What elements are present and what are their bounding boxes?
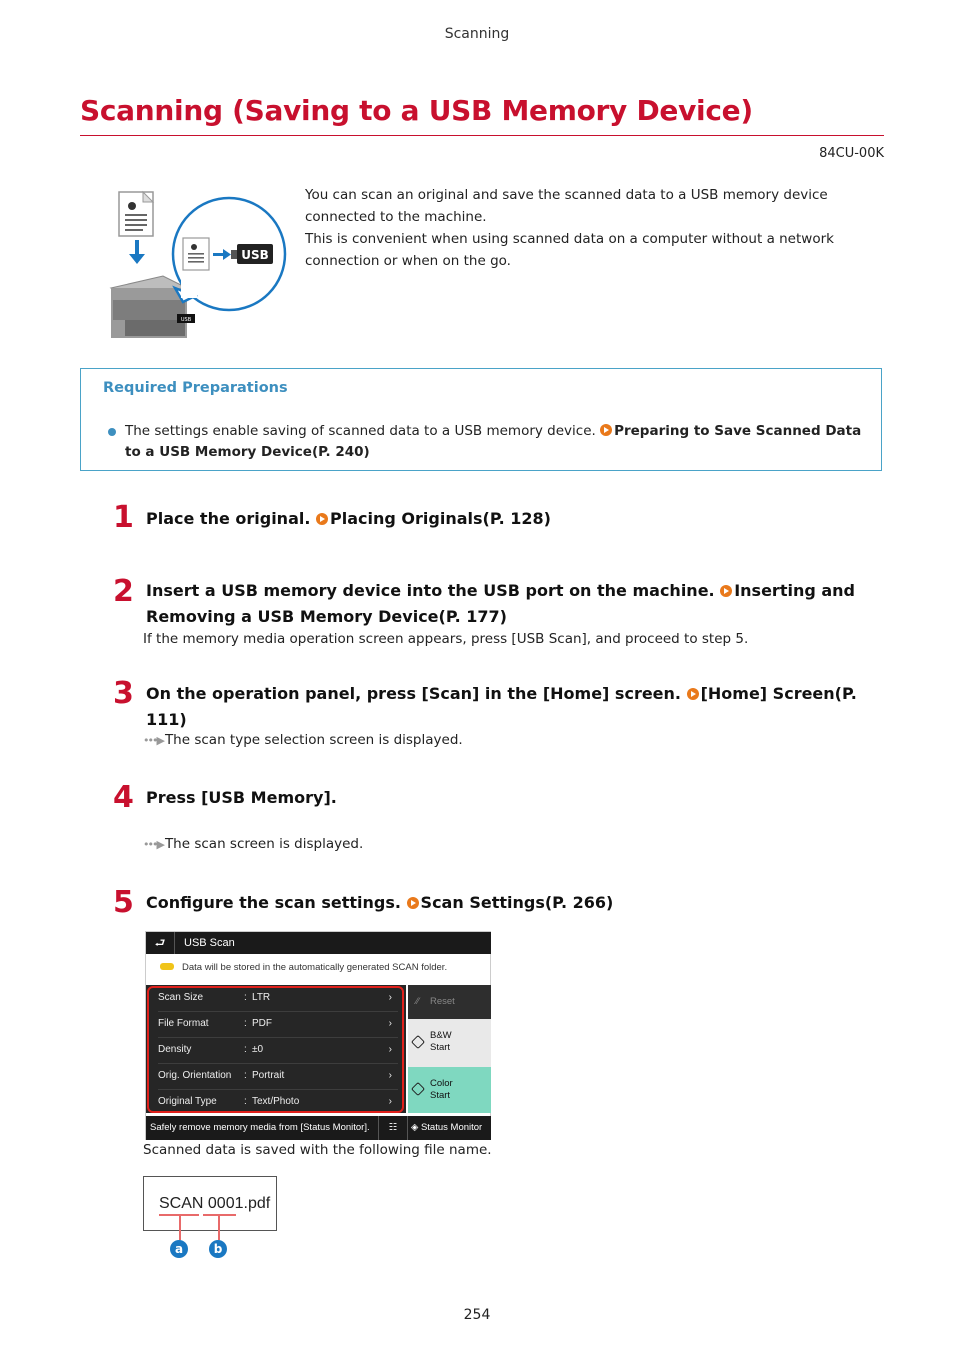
step-text: Place the original. (146, 509, 311, 528)
usb-memory-icon (160, 963, 174, 970)
color-start-button[interactable] (408, 1067, 491, 1113)
intro-text (305, 184, 865, 272)
callout-b: b (209, 1240, 227, 1258)
step-result (143, 732, 883, 748)
colon: : (244, 1018, 247, 1029)
running-header: Scanning (444, 26, 510, 42)
chevron-right-icon: › (388, 1096, 392, 1107)
info-text: Data will be stored in the automatically generated SCAN folder. (182, 962, 448, 973)
intro-paragraph: This is convenient when using scanned data on a computer without a network connection or when on the go. (305, 231, 834, 269)
step-number: 3 (113, 676, 134, 711)
setting-label: Density (158, 1044, 192, 1055)
usb-scan-screen (145, 931, 491, 1140)
screen-info-message (160, 962, 447, 973)
setting-label: Original Type (158, 1096, 217, 1107)
step-instruction (146, 785, 866, 811)
link-arrow-icon (316, 513, 328, 525)
step-number: 4 (113, 780, 134, 815)
step-note: If the memory media operation screen appears, press [USB Scan], and proceed to step 5. (143, 631, 749, 647)
step-instruction (146, 890, 866, 916)
file-name-description: Scanned data is saved with the following file name. (143, 1142, 492, 1158)
network-icon[interactable]: ☷ (378, 1116, 408, 1140)
chevron-right-icon: › (388, 1044, 392, 1055)
file-name-example (159, 1195, 270, 1213)
small-usb-label: USB (180, 317, 192, 323)
setting-label: Orig. Orientation (158, 1070, 232, 1081)
setting-label: File Format (158, 1018, 209, 1029)
usb-scan-illustration (105, 188, 290, 346)
callout-a: a (170, 1240, 188, 1258)
step-text: Configure the scan settings. (146, 893, 401, 912)
callout-underline (203, 1214, 236, 1216)
step-instruction (146, 506, 866, 532)
result-arrow-icon: •••▶ (143, 734, 163, 747)
document-icon (119, 192, 153, 236)
status-monitor-icon: ◈ (411, 1122, 419, 1133)
step-instruction (146, 681, 866, 733)
step-link[interactable]: Placing Originals(P. 128) (330, 509, 551, 528)
screen-status-bar (146, 1116, 491, 1140)
page-title: Scanning (Saving to a USB Memory Device) (80, 94, 753, 127)
status-monitor-label: Status Monitor (420, 1122, 483, 1133)
title-divider (80, 135, 884, 136)
start-icon (411, 1082, 425, 1096)
reset-icon: ⁄⁄ (416, 996, 420, 1007)
color-start-label: Start (430, 1090, 451, 1101)
color-start-label: Color (430, 1078, 453, 1089)
step-text: Press [USB Memory]. (146, 788, 337, 807)
step-number: 2 (113, 574, 134, 609)
link-arrow-icon (720, 585, 732, 597)
colon: : (244, 1070, 247, 1081)
reset-label: Reset (430, 996, 455, 1007)
bubble-document-icon (183, 238, 209, 270)
colon: : (244, 1044, 247, 1055)
page-number: 254 (463, 1307, 491, 1323)
step-link[interactable]: [Home] Screen(P. 111) (146, 684, 857, 729)
result-text: The scan type selection screen is displayed. (164, 732, 463, 748)
bw-start-label: B&W (430, 1030, 452, 1041)
step-number: 5 (113, 885, 134, 920)
required-preparations-title: Required Preparations (103, 380, 288, 396)
setting-value: ±0 (252, 1044, 264, 1055)
colon: : (244, 1096, 247, 1107)
setting-value: PDF (252, 1018, 272, 1029)
preparation-text: The settings enable saving of scanned data to a USB memory device. (125, 423, 596, 439)
setting-label: Scan Size (158, 992, 204, 1003)
step-number: 1 (113, 500, 134, 535)
down-arrow-icon (129, 240, 145, 264)
setting-value: Text/Photo (252, 1096, 300, 1107)
remove-media-message: Safely remove memory media from [Status Monitor]. (150, 1122, 370, 1133)
step-link[interactable]: Inserting and Removing a USB Memory Device(P. 177) (146, 581, 855, 626)
bullet-icon (108, 428, 116, 436)
preparation-item (125, 421, 865, 463)
file-extension: .pdf (243, 1195, 271, 1212)
colon: : (244, 992, 247, 1003)
file-name-part-b: 0001 (207, 1195, 244, 1212)
preparation-link[interactable]: Preparing to Save Scanned Data to a USB Memory Device(P. 240) (125, 423, 862, 460)
setting-value: LTR (252, 992, 271, 1003)
highlight-frame (147, 986, 404, 1113)
result-text: The scan screen is displayed. (164, 836, 364, 852)
step-instruction (146, 578, 866, 630)
bw-start-button[interactable] (408, 1019, 491, 1067)
intro-paragraph: You can scan an original and save the scanned data to a USB memory device connected to the machine. (305, 187, 828, 225)
link-arrow-icon (407, 897, 419, 909)
status-monitor-button[interactable] (411, 1116, 482, 1140)
chevron-right-icon: › (388, 1018, 392, 1029)
step-link[interactable]: Scan Settings(P. 266) (420, 893, 614, 912)
reset-button[interactable] (408, 985, 491, 1019)
chevron-right-icon: › (388, 1070, 392, 1081)
link-arrow-icon (600, 424, 612, 436)
screen-title: USB Scan (184, 937, 235, 949)
step-text: Insert a USB memory device into the USB port on the machine. (146, 581, 715, 600)
back-arrow-icon[interactable]: ⮐ (146, 932, 175, 954)
setting-value: Portrait (252, 1070, 285, 1081)
document-id: 84CU-00K (819, 146, 884, 161)
link-arrow-icon (687, 688, 699, 700)
file-name-part-a: SCAN (159, 1195, 204, 1212)
action-buttons (408, 985, 491, 1113)
step-text: On the operation panel, press [Scan] in the [Home] screen. (146, 684, 681, 703)
callout-leader (218, 1214, 220, 1240)
callout-leader (179, 1214, 181, 1240)
step-result (143, 836, 883, 852)
screen-title-bar (146, 932, 491, 954)
chevron-right-icon: › (388, 992, 392, 1003)
usb-label: USB (241, 248, 269, 262)
start-icon (411, 1035, 425, 1049)
bw-start-label: Start (430, 1042, 451, 1053)
usb-drive-icon (231, 244, 273, 264)
result-arrow-icon: •••▶ (143, 838, 163, 851)
